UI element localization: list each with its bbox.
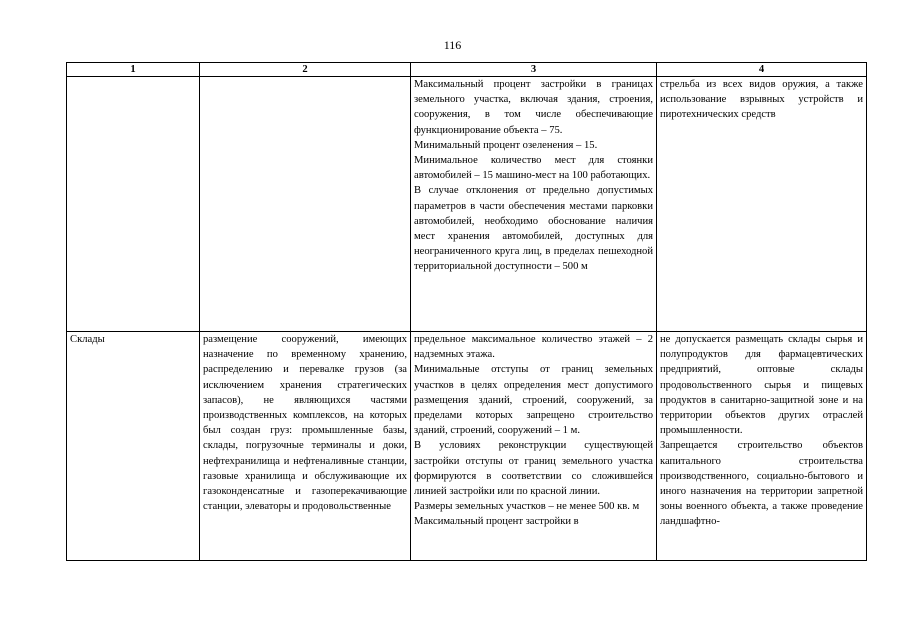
header-row bbox=[67, 63, 867, 77]
row2-col3-para: Размеры земельных участков – не менее 500 кв. м bbox=[414, 501, 640, 513]
header-col-3: 3 bbox=[411, 63, 657, 77]
row2-col2 bbox=[200, 332, 411, 561]
row2-col1: Склады bbox=[67, 332, 200, 561]
table-row bbox=[67, 332, 867, 561]
page-number: 116 bbox=[443, 38, 462, 52]
row2-col4 bbox=[657, 332, 867, 561]
table-row bbox=[67, 77, 867, 332]
row1-col4 bbox=[657, 77, 867, 332]
row1-col2 bbox=[200, 77, 411, 332]
row1-col4-para: стрельба из всех видов оружия, а также использование взрывных устройств и пиротехнических средств bbox=[660, 79, 863, 121]
row1-col3-para: Минимальное количество мест для стоянки автомобилей – 15 машино-мест на 100 работающих. bbox=[414, 155, 653, 182]
header-col-4: 4 bbox=[657, 63, 867, 77]
row1-col3-para: Максимальный процент застройки в границах земельного участка, включая здания, строения, сооружения, в том числе обеспечивающие функционирование объекта – 75. bbox=[414, 79, 653, 136]
row2-col4-para: Запрещается строительство объектов капитального строительства производственного, социально-бытового и иного назначения на территории запретной зоны военного объекта, а также проведение ландшафтно- bbox=[660, 440, 863, 528]
zoning-table bbox=[66, 62, 867, 561]
row2-col3-para: В условиях реконструкции существующей застройки отступы от границ земельного участка формируются в соответствии со сложившейся линией застройки или по красной линии. bbox=[414, 440, 653, 498]
row2-col3-para: предельное максимальное количество этажей – 2 надземных этажа. bbox=[414, 334, 653, 361]
row2-col3 bbox=[411, 332, 657, 561]
header-col-2: 2 bbox=[200, 63, 411, 77]
row1-col1 bbox=[67, 77, 200, 332]
row1-col3 bbox=[411, 77, 657, 332]
row1-col3-para: Минимальный процент озеленения – 15. bbox=[414, 139, 598, 151]
header-col-1: 1 bbox=[67, 63, 200, 77]
row2-col2-para: размещение сооружений, имеющих назначение по временному хранению, распределению и перевалке грузов (за исключением хранения стратегических запасов), не являющихся частями производственных комплексов, на которых был создан груз: промышленные базы, склады, погрузочные терминалы и доки, нефтехранилища и нефтеналивные станции, газовые хранилища и обслуживающие их газоконденсатные и газоперекачивающие станции, элеваторы и продовольственные bbox=[203, 334, 407, 513]
row2-col4-para: не допускается размещать склады сырья и полупродуктов для фармацевтических предприятий, оптовые склады продовольственного сырья и пищевых продуктов в санитарно-защитной зоне и на территории объектов других отраслей промышленности. bbox=[660, 334, 863, 437]
row2-col3-para: Максимальный процент застройки в bbox=[414, 516, 579, 528]
row1-col3-para: В случае отклонения от предельно допустимых параметров в части обеспечения местами парковки автомобилей, необходимо обоснование наличия мест хранения автомобилей, доступных для неограниченного круга лиц, в пределах пешеходной территориальной доступности – 500 м bbox=[414, 185, 653, 273]
row2-col3-para: Минимальные отступы от границ земельных участков в целях определения мест допустимого размещения зданий, строений, сооружений, за пределами которых запрещено строительство зданий, строений, сооружений – 1 м. bbox=[414, 364, 653, 437]
